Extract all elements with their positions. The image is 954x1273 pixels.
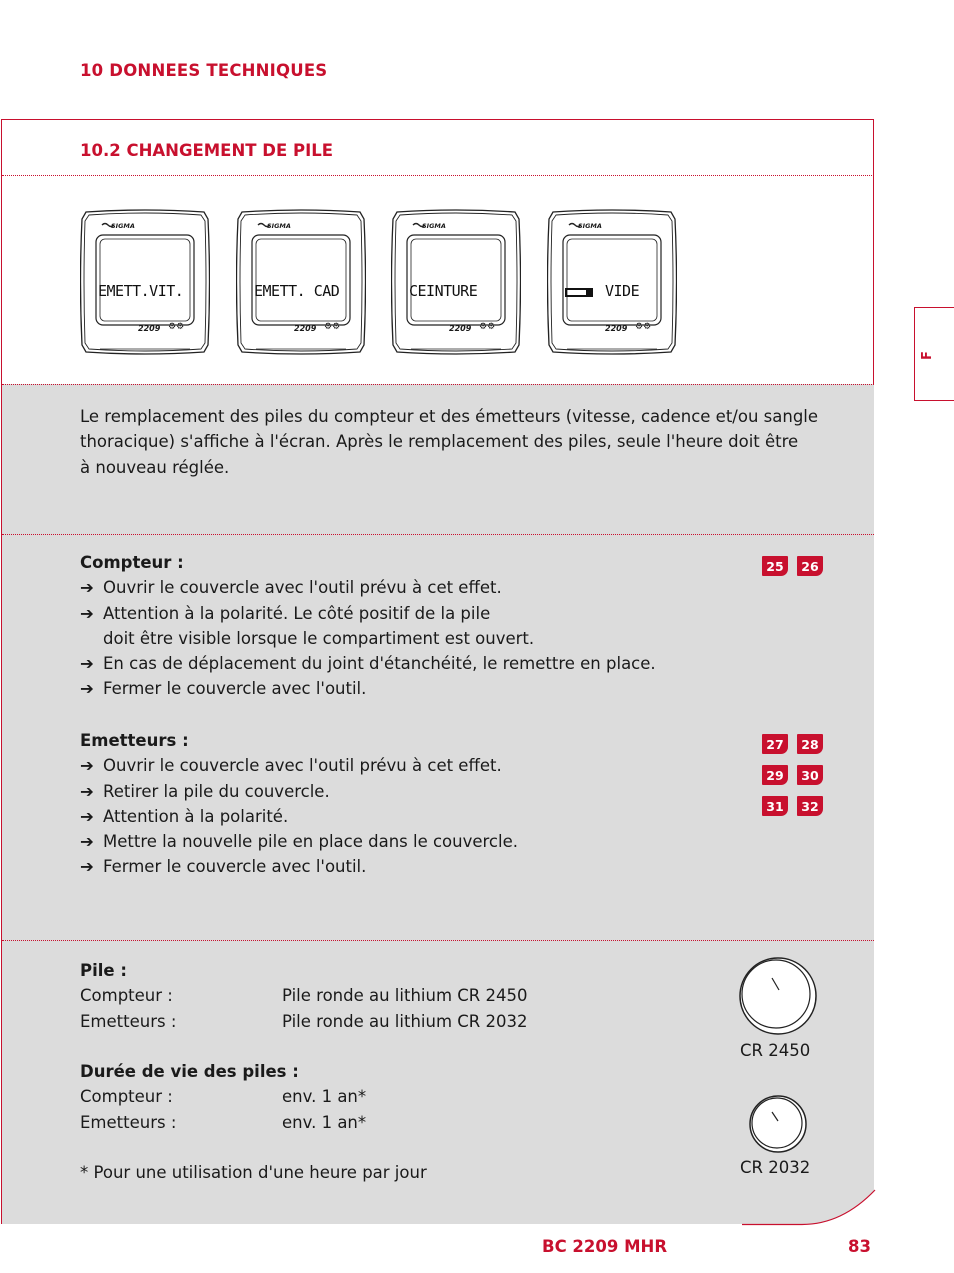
lcd-display-text: EMETT. CAD xyxy=(254,282,340,300)
step: Fermer le couvercle avec l'outil. xyxy=(103,679,367,699)
figure-badge: 30 xyxy=(797,765,823,785)
battery-label: CR 2032 xyxy=(740,1158,811,1177)
arrow-icon: ➔ xyxy=(80,857,94,877)
brand-logo: SIGMA xyxy=(267,222,291,230)
sensor-icon: ⚙⚙ xyxy=(479,322,496,332)
model-label: 2209 xyxy=(605,324,628,333)
arrow-icon: ➔ xyxy=(80,832,94,852)
battery-empty-icon xyxy=(565,288,593,297)
spec-value: env. 1 an* xyxy=(282,1112,367,1132)
compteur-instructions xyxy=(80,550,720,702)
chapter-title: 10 DONNEES TECHNIQUES xyxy=(80,61,328,80)
step: Retirer la pile du couvercle. xyxy=(103,781,330,801)
spec-value: Pile ronde au lithium CR 2450 xyxy=(282,986,528,1006)
brand-logo: SIGMA xyxy=(111,222,135,230)
arrow-icon: ➔ xyxy=(80,806,94,826)
lcd-display-text: CEINTURE xyxy=(409,282,478,300)
device-belt xyxy=(391,209,521,355)
step: Attention à la polarité. Le côté positif de la pile xyxy=(103,603,491,623)
device-cadence-transmitter xyxy=(236,209,366,355)
arrow-icon: ➔ xyxy=(80,578,94,598)
step: Mettre la nouvelle pile en place dans le couvercle. xyxy=(103,832,518,852)
section-title: 10.2 CHANGEMENT DE PILE xyxy=(80,141,333,160)
page-number: 83 xyxy=(848,1237,871,1256)
figure-badge: 31 xyxy=(762,796,788,816)
step-continuation: doit être visible lorsque le compartiment est ouvert. xyxy=(103,628,535,648)
arrow-icon: ➔ xyxy=(80,781,94,801)
intro-line: Le remplacement des piles du compteur et des émetteurs (vitesse, cadence et/ou sangle xyxy=(80,407,819,426)
brand-logo: SIGMA xyxy=(422,222,446,230)
spec-value: Pile ronde au lithium CR 2032 xyxy=(282,1011,528,1031)
arrow-icon: ➔ xyxy=(80,654,94,674)
step: Ouvrir le couvercle avec l'outil prévu à cet effet. xyxy=(103,578,502,598)
sensor-icon: ⚙⚙ xyxy=(324,322,341,332)
brand-logo: SIGMA xyxy=(578,222,602,230)
spec-label: Compteur : xyxy=(80,1087,173,1107)
sensor-icon: ⚙⚙ xyxy=(635,322,652,332)
step: Ouvrir le couvercle avec l'outil prévu à cet effet. xyxy=(103,756,502,776)
lcd-display-text: EMETT.VIT. xyxy=(98,282,184,300)
separator xyxy=(2,534,874,535)
figure-badge: 29 xyxy=(762,765,788,785)
figure-badge: 28 xyxy=(797,734,823,754)
intro-line: à nouveau réglée. xyxy=(80,457,230,477)
tab-letter: F xyxy=(919,351,935,360)
separator xyxy=(2,175,874,176)
device-speed-transmitter xyxy=(80,209,210,355)
arrow-icon: ➔ xyxy=(80,679,94,699)
figure-badge: 26 xyxy=(797,556,823,576)
figure-badge: 25 xyxy=(762,556,788,576)
step: En cas de déplacement du joint d'étanchéité, le remettre en place. xyxy=(103,654,656,674)
emetteurs-instructions xyxy=(80,728,720,880)
footnote: * Pour une utilisation d'une heure par jour xyxy=(80,1163,427,1183)
device-empty-battery xyxy=(547,209,677,355)
pile-heading: Pile : xyxy=(80,961,127,980)
spec-label: Emetteurs : xyxy=(80,1011,177,1031)
emetteurs-heading: Emetteurs : xyxy=(80,731,189,750)
model-label: 2209 xyxy=(449,324,472,333)
lcd-display-text: VIDE xyxy=(565,282,639,300)
step: Attention à la polarité. xyxy=(103,806,289,826)
chapter-tab xyxy=(914,307,954,401)
separator xyxy=(2,940,874,941)
cr2032-battery-icon xyxy=(748,1094,808,1154)
battery-label: CR 2450 xyxy=(740,1041,811,1060)
step: Fermer le couvercle avec l'outil. xyxy=(103,857,367,877)
intro-line: thoracique) s'affiche à l'écran. Après le remplacement des piles, seule l'heure doit être xyxy=(80,432,799,452)
spec-value: env. 1 an* xyxy=(282,1087,367,1107)
arrow-icon: ➔ xyxy=(80,603,94,623)
compteur-heading: Compteur : xyxy=(80,553,184,572)
figure-badge: 27 xyxy=(762,734,788,754)
spec-label: Compteur : xyxy=(80,986,173,1006)
cr2450-battery-icon xyxy=(737,956,819,1036)
separator xyxy=(2,384,874,385)
spec-label: Emetteurs : xyxy=(80,1112,177,1132)
intro-text xyxy=(80,404,818,480)
model-label: 2209 xyxy=(138,324,161,333)
battery-specs xyxy=(80,958,640,1186)
arrow-icon: ➔ xyxy=(80,756,94,776)
figure-badge: 32 xyxy=(797,796,823,816)
model-label: 2209 xyxy=(294,324,317,333)
life-heading: Durée de vie des piles : xyxy=(80,1062,299,1082)
footer-model: BC 2209 MHR xyxy=(542,1237,668,1256)
sensor-icon: ⚙⚙ xyxy=(168,322,185,332)
